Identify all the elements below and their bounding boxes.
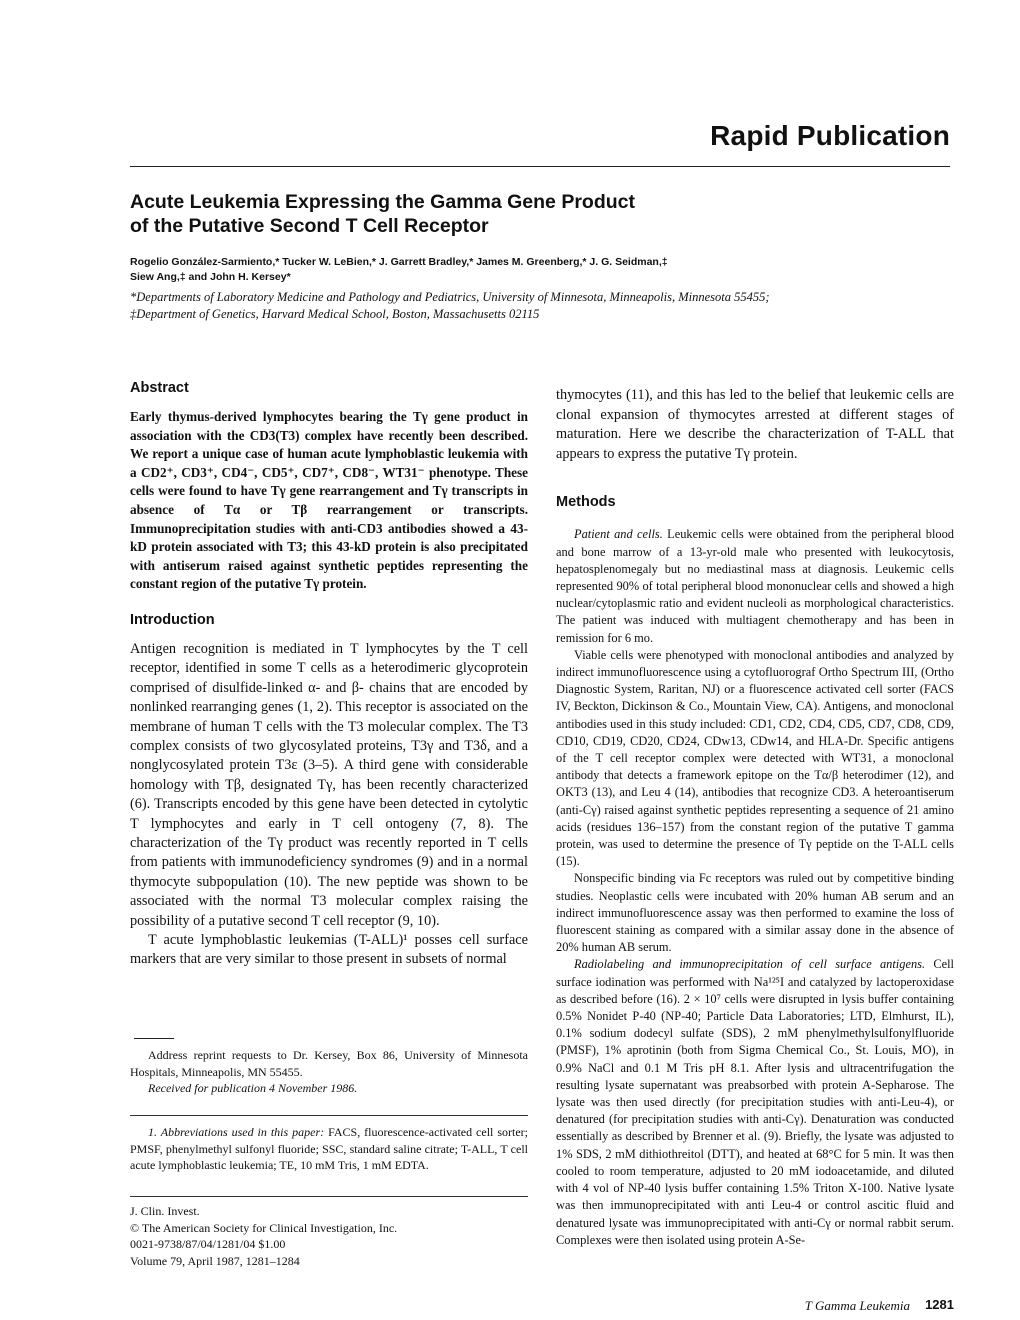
copyright-line: © The American Society for Clinical Investigation, Inc. xyxy=(130,1220,398,1235)
authors-line-1: Rogelio González-Sarmiento,* Tucker W. LeBien,* J. Garrett Bradley,* James M. Greenberg,* J. G. Seidman,‡ xyxy=(130,256,668,268)
introduction-paragraph-1: Antigen recognition is mediated in T lymphocytes by the T cell receptor, identified in some T cells as a heterodimeric glycoprotein comprised of disulfide-linked α- and β- chains that are encoded by nonlinked rearranging genes (1, 2). This receptor is associated on the membrane of human T cells with the T3 molecular complex. The T3 complex consists of two glycosylated proteins, T3γ and T3δ, and a nonglycosylated protein T3ε (3–5). A third gene with considerable homology with Tβ, designated Tγ, has been recently characterized (6). Transcripts encoded by this gene have been detected in cytolytic T lymphocytes and early in T cell ontogeny (7, 8). The characterization of the Tγ product was recently reported in T cells from patients with immunodeficiency syndromes (9) and in a normal thymocyte subpopulation (10). The new peptide was shown to be associated with the normal T3 molecular complex raising the possibility of a putative second T cell receptor (9, 10). xyxy=(130,640,528,929)
authors-line-2: Siew Ang,‡ and John H. Kersey* xyxy=(130,271,291,283)
footnote-rule xyxy=(134,1038,174,1039)
methods-text-radiolabeling: Cell surface iodination was performed with Na¹²⁵I and catalyzed by lactoperoxidase as described before (16). 2 × 10⁷ cells were disrupted in lysis buffer containing 0.5% Nonidet P-40 (NP-40; Particle Data Laboratories; LTD, Elmhurst, IL), 0.1% sodium dodecyl sulfate (SDS), 2 mM phenylmethylsulfonylfluoride (PMSF), 1% aprotinin (both from Sigma Chemical Co., St. Louis, MO), in 0.9% NaCl and 0.1 M Tris pH 8.1. After lysis and ultracentrifugation the resulting lysate supernatant was preabsorbed with protein A-Sepharose. The lysate was then used directly (for precipitation studies with anti-Leu-4), or denatured (for precipitation studies with anti-Cγ). Denaturation was conducted essentially as described by Brenner et al. (9). Briefly, the lysate was adjusted to 1% SDS, 2 mM dithiothreitol (DTT), and heated at 68°C for 5 min. It was then cooled to room temperature, adjusted to 20 mM iodoacetamide, and diluted with 4 vol of NP-40 lysis buffer containing 1.5% Triton X-100. Native lysate was then immunoprecipitated with anti Leu-4 or control ascitic fluid and denatured lysate was immunoprecipitated with anti-Cγ or normal rabbit serum. Complexes were then isolated using protein A-Se- xyxy=(556,957,954,1247)
abbreviations-text: FACS, fluorescence-activated cell sorter; PMSF, phenylmethyl sulfonyl fluoride; SSC, standard saline citrate; T-ALL, T cell acute lymphoblastic leukemia; TE, 10 mM Tris, 1 mM EDTA. xyxy=(130,1125,528,1172)
reprint-note xyxy=(130,1047,528,1097)
running-title: T Gamma Leukemia xyxy=(804,1298,910,1313)
reprint-request: Address reprint requests to Dr. Kersey, Box 86, University of Minnesota Hospitals, Minneapolis, MN 55455. xyxy=(130,1048,528,1079)
introduction-heading: Introduction xyxy=(130,611,215,628)
abbreviations-label: 1. Abbreviations used in this paper: xyxy=(148,1125,325,1139)
introduction-continuation: thymocytes (11), and this has led to the belief that leukemic cells are clonal expansion of thymocytes arrested at different stages of maturation. Here we describe the characterization of T-ALL that appears to express the putative Tγ protein. xyxy=(556,387,954,462)
title-line-1: Acute Leukemia Expressing the Gamma Gene Product xyxy=(130,191,635,213)
header-rule xyxy=(130,166,950,167)
abstract-text: Early thymus-derived lymphocytes bearing the Tγ gene product in association with the CD3(T3) complex have recently been described. We report a unique case of human acute lymphoblastic leukemia with a CD2⁺, CD3⁺, CD4⁻, CD5⁺, CD7⁺, CD8⁻, WT31⁻ phenotype. These cells were found to have Tγ gene rearrangement and Tγ transcripts in absence of Tα or Tβ rearrangement or transcripts. Immunoprecipitation studies with anti-CD3 antibodies showed a 43-kD protein associated with T3; this 43-kD protein is also precipitated with antiserum raised against synthetic peptides representing the constant region of the putative Tγ protein. xyxy=(130,409,528,592)
journal-name: J. Clin. Invest. xyxy=(130,1204,200,1218)
author-list xyxy=(130,255,930,285)
article-title xyxy=(130,190,850,238)
received-date: Received for publication 4 November 1986. xyxy=(148,1081,358,1095)
left-column xyxy=(130,380,528,970)
methods-paragraph-patients xyxy=(556,526,954,646)
journal-divider xyxy=(130,1196,528,1197)
affiliation-line-2: ‡Department of Genetics, Harvard Medical School, Boston, Massachusetts 02115 xyxy=(130,307,540,321)
page-number: 1281 xyxy=(925,1297,954,1312)
right-column xyxy=(556,386,954,1249)
journal-info xyxy=(130,1203,528,1269)
section-label: Rapid Publication xyxy=(710,120,950,151)
affiliations xyxy=(130,289,930,323)
methods-paragraph-phenotyping: Viable cells were phenotyped with monoclonal antibodies and analyzed by indirect immunofluorescence using a cytofluorograf Ortho Spectrum III, (Ortho Diagnostic System, Raritan, NJ) or a fluorescence activated cell sorter (FACS IV, Beckton, Dickinson & Co., Mountain View, CA). Antigens, and monoclonal antibodies used in this study included: CD1, CD2, CD4, CD5, CD7, CD8, CD9, CD10, CD19, CD20, CD24, CDw13, CDw14, and HLA-Dr. Specific antigens of the T cell receptor complex were detected with WT31, a monoclonal antibody that detects a framework epitope on the Tα/β heterodimer (12), and OKT3 (13), and Leu 4 (14), antibodies that recognize CD3. A heteroantiserum (anti-Cγ) raised against synthetic peptides representing a sequence of 21 amino acids (residues 136–157) from the constant region of the putative T gamma protein, was used to determine the presence of Tγ peptide on the T-ALL cells (15). xyxy=(556,647,954,869)
methods-paragraph-radiolabeling xyxy=(556,956,954,1248)
footnote-divider xyxy=(130,1115,528,1116)
methods-text-patients: Leukemic cells were obtained from the peripheral blood and bone marrow of a 13-yr-old male who presented with leukocytosis, hepatosplenomegaly but no mediastinal mass at diagnosis. Leukemic cells represented 90% of total peripheral blood mononuclear cells and showed a high nuclear/cytoplasmic ratio and evident nucleoli as morphological characteristics. The patient was induced with multiagent chemotherapy and has been in remission for 6 mo. xyxy=(556,527,954,645)
methods-lead-patients: Patient and cells. xyxy=(574,527,663,542)
affiliation-line-1: *Departments of Laboratory Medicine and Pathology and Pediatrics, University of Minnesota, Minneapolis, Minnesota 55455; xyxy=(130,290,770,304)
title-line-2: of the Putative Second T Cell Receptor xyxy=(130,215,489,237)
introduction-paragraph-2: T acute lymphoblastic leukemias (T-ALL)¹ posses cell surface markers that are very similar to those present in subsets of normal xyxy=(130,932,528,968)
abbreviations-note xyxy=(130,1124,528,1174)
methods-heading: Methods xyxy=(556,494,616,511)
methods-paragraph-fc-binding: Nonspecific binding via Fc receptors was ruled out by competitive binding studies. Neoplastic cells were incubated with 20% human AB serum and an indirect immunofluorescence assay was then performed to examine the loss of fluorescent staining as compared with a similar assay done in the absence of 20% human AB serum. xyxy=(556,871,954,955)
abstract-heading: Abstract xyxy=(130,380,189,396)
issn-line: 0021-9738/87/04/1281/04 $1.00 xyxy=(130,1237,286,1251)
volume-line: Volume 79, April 1987, 1281–1284 xyxy=(130,1253,300,1268)
methods-lead-radiolabeling: Radiolabeling and immunoprecipitation of cell surface antigens. xyxy=(574,957,926,972)
